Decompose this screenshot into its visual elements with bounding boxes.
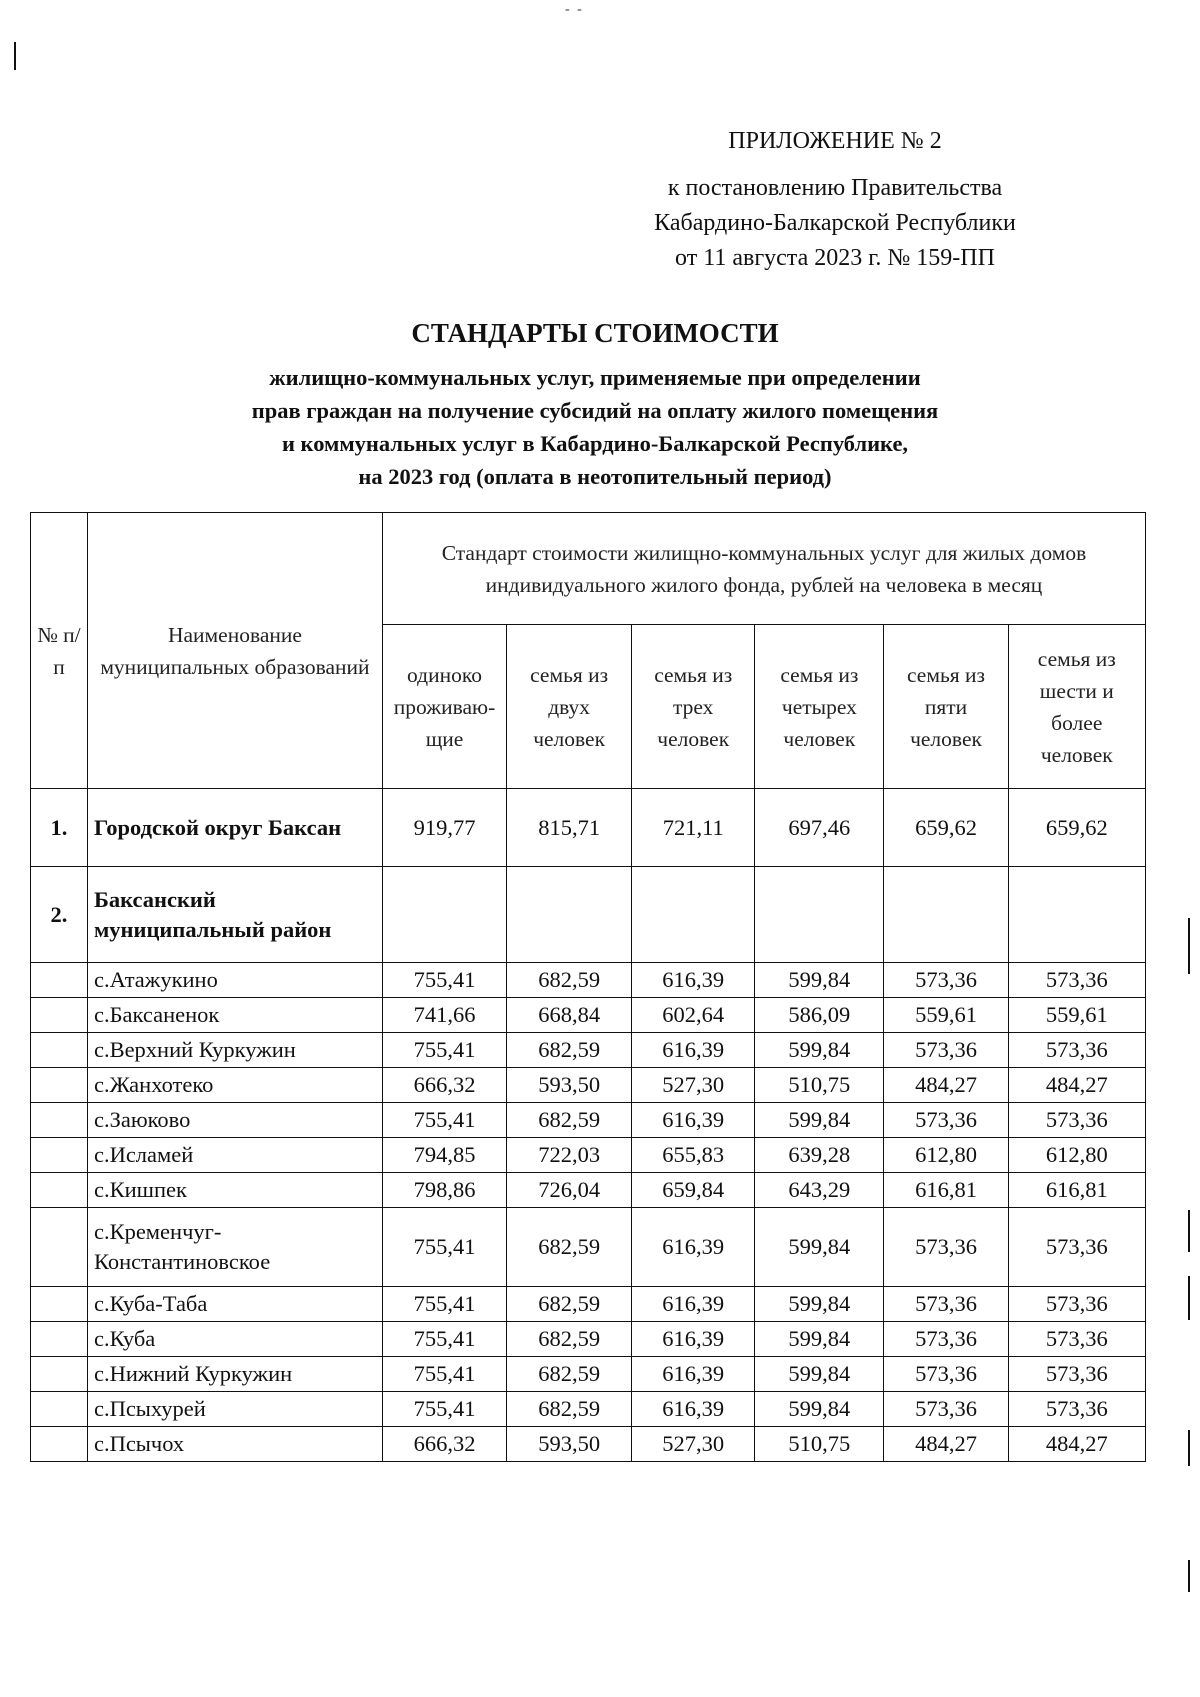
row-value-col-5: 484,27 xyxy=(884,1068,1008,1103)
row-value-col-4 xyxy=(755,867,884,963)
table-row xyxy=(31,1138,1146,1173)
row-number xyxy=(31,1322,88,1357)
table-row xyxy=(31,1287,1146,1322)
row-number xyxy=(31,963,88,998)
scan-artifact-right-2 xyxy=(1188,1210,1190,1252)
subheader-col-2: семья из двух человек xyxy=(507,625,632,789)
row-value-col-5 xyxy=(884,867,1008,963)
appendix-title: ПРИЛОЖЕНИЕ № 2 xyxy=(728,128,942,154)
appendix-line-republic: Кабардино-Балкарской Республики xyxy=(654,210,1016,236)
row-value-col-2: 726,04 xyxy=(507,1173,632,1208)
table-row xyxy=(31,1392,1146,1427)
table-row xyxy=(31,1033,1146,1068)
row-value-col-2: 682,59 xyxy=(507,1322,632,1357)
row-value-col-5: 559,61 xyxy=(884,998,1008,1033)
row-value-col-2: 593,50 xyxy=(507,1068,632,1103)
row-value-col-4: 510,75 xyxy=(755,1068,884,1103)
row-value-col-3: 616,39 xyxy=(632,1208,755,1287)
row-value-col-1: 798,86 xyxy=(382,1173,506,1208)
title-main: СТАНДАРТЫ СТОИМОСТИ xyxy=(411,318,779,348)
header-group: Стандарт стоимости жилищно-коммунальных услуг для жилых домов индивидуального жилого фонда, рублей на человека в месяц xyxy=(382,513,1145,625)
row-name: с.Кишпек xyxy=(87,1173,382,1208)
appendix-header xyxy=(610,124,1060,276)
scan-artifact-right-4 xyxy=(1188,1430,1190,1466)
row-value-col-5: 612,80 xyxy=(884,1138,1008,1173)
row-value-col-1: 919,77 xyxy=(382,789,506,867)
row-value-col-5: 573,36 xyxy=(884,1033,1008,1068)
row-number: 1. xyxy=(31,789,88,867)
subheader-col-6: семья из шести и более человек xyxy=(1008,625,1145,789)
row-number xyxy=(31,1138,88,1173)
row-value-col-1: 755,41 xyxy=(382,1287,506,1322)
row-value-col-3: 616,39 xyxy=(632,1103,755,1138)
row-value-col-3: 616,39 xyxy=(632,1033,755,1068)
row-value-col-1: 755,41 xyxy=(382,1208,506,1287)
row-value-col-6: 559,61 xyxy=(1008,998,1145,1033)
row-value-col-4: 586,09 xyxy=(755,998,884,1033)
scan-marks: - - xyxy=(565,2,584,17)
cost-standards-table xyxy=(30,512,1146,1462)
table-row xyxy=(31,867,1146,963)
row-name: с.Куба-Таба xyxy=(87,1287,382,1322)
header-name: Наименование муниципальных образований xyxy=(87,513,382,789)
row-value-col-5: 573,36 xyxy=(884,1208,1008,1287)
row-number xyxy=(31,1103,88,1138)
row-name: с.Верхний Куркужин xyxy=(87,1033,382,1068)
row-value-col-6: 573,36 xyxy=(1008,1322,1145,1357)
row-value-col-1: 755,41 xyxy=(382,1103,506,1138)
title-sub-4: на 2023 год (оплата в неотопительный период) xyxy=(358,464,832,489)
row-value-col-3: 616,39 xyxy=(632,1392,755,1427)
title-sub-2: прав граждан на получение субсидий на оплату жилого помещения xyxy=(251,398,939,423)
row-value-col-2: 682,59 xyxy=(507,1103,632,1138)
row-number xyxy=(31,1173,88,1208)
row-value-col-3: 616,39 xyxy=(632,1322,755,1357)
row-value-col-6: 659,62 xyxy=(1008,789,1145,867)
row-value-col-3: 659,84 xyxy=(632,1173,755,1208)
row-value-col-5: 573,36 xyxy=(884,1103,1008,1138)
table-row xyxy=(31,963,1146,998)
row-value-col-4: 599,84 xyxy=(755,1357,884,1392)
row-value-col-6: 573,36 xyxy=(1008,1033,1145,1068)
table-row xyxy=(31,1103,1146,1138)
scan-artifact-left xyxy=(14,42,16,70)
row-value-col-2: 815,71 xyxy=(507,789,632,867)
row-value-col-4: 599,84 xyxy=(755,1208,884,1287)
row-value-col-2: 682,59 xyxy=(507,1392,632,1427)
row-value-col-2: 668,84 xyxy=(507,998,632,1033)
row-number xyxy=(31,1357,88,1392)
row-value-col-2: 682,59 xyxy=(507,963,632,998)
row-name: с.Атажукино xyxy=(87,963,382,998)
title-sub-3: и коммунальных услуг в Кабардино-Балкарской Республике, xyxy=(281,431,909,456)
table-row xyxy=(31,1427,1146,1462)
row-number: 2. xyxy=(31,867,88,963)
header-num: № п/п xyxy=(31,513,88,789)
row-value-col-3: 616,39 xyxy=(632,1287,755,1322)
row-value-col-1 xyxy=(382,867,506,963)
row-value-col-6: 484,27 xyxy=(1008,1427,1145,1462)
row-value-col-4: 599,84 xyxy=(755,1322,884,1357)
row-value-col-5: 484,27 xyxy=(884,1427,1008,1462)
row-value-col-4: 599,84 xyxy=(755,1392,884,1427)
row-name: Баксанский муниципальный район xyxy=(87,867,382,963)
table-row xyxy=(31,998,1146,1033)
row-value-col-3: 602,64 xyxy=(632,998,755,1033)
row-value-col-1: 741,66 xyxy=(382,998,506,1033)
row-value-col-3: 616,39 xyxy=(632,963,755,998)
appendix-line-date: от 11 августа 2023 г. № 159-ПП xyxy=(675,245,995,271)
row-value-col-6: 612,80 xyxy=(1008,1138,1145,1173)
row-value-col-3: 527,30 xyxy=(632,1068,755,1103)
row-value-col-6 xyxy=(1008,867,1145,963)
row-name: с.Заюково xyxy=(87,1103,382,1138)
row-value-col-4: 510,75 xyxy=(755,1427,884,1462)
row-value-col-4: 697,46 xyxy=(755,789,884,867)
row-value-col-6: 573,36 xyxy=(1008,963,1145,998)
row-value-col-1: 666,32 xyxy=(382,1068,506,1103)
row-name: с.Баксаненок xyxy=(87,998,382,1033)
row-value-col-3: 527,30 xyxy=(632,1427,755,1462)
row-value-col-2: 722,03 xyxy=(507,1138,632,1173)
row-number xyxy=(31,1208,88,1287)
table-row xyxy=(31,1357,1146,1392)
row-value-col-4: 599,84 xyxy=(755,963,884,998)
row-name: с.Жанхотеко xyxy=(87,1068,382,1103)
row-name: с.Кременчуг-Константиновское xyxy=(87,1208,382,1287)
table-row xyxy=(31,1208,1146,1287)
scan-artifact-right-1 xyxy=(1188,918,1190,974)
row-name: Городской округ Баксан xyxy=(87,789,382,867)
row-value-col-6: 484,27 xyxy=(1008,1068,1145,1103)
row-name: с.Куба xyxy=(87,1322,382,1357)
appendix-line-resolution: к постановлению Правительства xyxy=(667,175,1003,201)
row-name: с.Нижний Куркужин xyxy=(87,1357,382,1392)
row-value-col-1: 755,41 xyxy=(382,1033,506,1068)
row-value-col-4: 643,29 xyxy=(755,1173,884,1208)
row-value-col-5: 573,36 xyxy=(884,1322,1008,1357)
row-value-col-5: 573,36 xyxy=(884,1287,1008,1322)
row-number xyxy=(31,1427,88,1462)
row-number xyxy=(31,1392,88,1427)
row-value-col-1: 666,32 xyxy=(382,1427,506,1462)
row-value-col-3: 655,83 xyxy=(632,1138,755,1173)
row-value-col-1: 755,41 xyxy=(382,1357,506,1392)
row-value-col-1: 755,41 xyxy=(382,1322,506,1357)
row-value-col-1: 794,85 xyxy=(382,1138,506,1173)
row-number xyxy=(31,1287,88,1322)
scan-artifact-right-3 xyxy=(1188,1276,1190,1320)
row-value-col-5: 616,81 xyxy=(884,1173,1008,1208)
table-row xyxy=(31,789,1146,867)
subheader-col-4: семья из четырех человек xyxy=(755,625,884,789)
row-value-col-2: 682,59 xyxy=(507,1208,632,1287)
scan-artifact-right-5 xyxy=(1188,1560,1190,1592)
table-row xyxy=(31,1068,1146,1103)
row-number xyxy=(31,1068,88,1103)
row-value-col-6: 573,36 xyxy=(1008,1392,1145,1427)
row-value-col-4: 599,84 xyxy=(755,1103,884,1138)
row-number xyxy=(31,1033,88,1068)
title-sub-1: жилищно-коммунальных услуг, применяемые при определении xyxy=(269,365,921,390)
row-value-col-5: 659,62 xyxy=(884,789,1008,867)
row-value-col-6: 573,36 xyxy=(1008,1357,1145,1392)
row-name: с.Псычох xyxy=(87,1427,382,1462)
row-value-col-6: 573,36 xyxy=(1008,1208,1145,1287)
row-value-col-2 xyxy=(507,867,632,963)
row-value-col-5: 573,36 xyxy=(884,963,1008,998)
subheader-col-1: одиноко проживаю-щие xyxy=(382,625,506,789)
subheader-col-5: семья из пяти человек xyxy=(884,625,1008,789)
row-value-col-6: 573,36 xyxy=(1008,1287,1145,1322)
row-value-col-5: 573,36 xyxy=(884,1357,1008,1392)
row-value-col-2: 682,59 xyxy=(507,1033,632,1068)
row-value-col-4: 639,28 xyxy=(755,1138,884,1173)
row-value-col-2: 682,59 xyxy=(507,1287,632,1322)
row-value-col-3: 721,11 xyxy=(632,789,755,867)
row-number xyxy=(31,998,88,1033)
table-row xyxy=(31,1322,1146,1357)
row-value-col-6: 616,81 xyxy=(1008,1173,1145,1208)
row-name: с.Псыхурей xyxy=(87,1392,382,1427)
row-value-col-1: 755,41 xyxy=(382,1392,506,1427)
row-value-col-2: 593,50 xyxy=(507,1427,632,1462)
row-value-col-6: 573,36 xyxy=(1008,1103,1145,1138)
subheader-col-3: семья из трех человек xyxy=(632,625,755,789)
row-value-col-3: 616,39 xyxy=(632,1357,755,1392)
row-value-col-2: 682,59 xyxy=(507,1357,632,1392)
row-value-col-5: 573,36 xyxy=(884,1392,1008,1427)
row-value-col-1: 755,41 xyxy=(382,963,506,998)
table-row xyxy=(31,1173,1146,1208)
document-title xyxy=(0,318,1190,493)
row-value-col-4: 599,84 xyxy=(755,1033,884,1068)
row-value-col-4: 599,84 xyxy=(755,1287,884,1322)
row-name: с.Исламей xyxy=(87,1138,382,1173)
row-value-col-3 xyxy=(632,867,755,963)
